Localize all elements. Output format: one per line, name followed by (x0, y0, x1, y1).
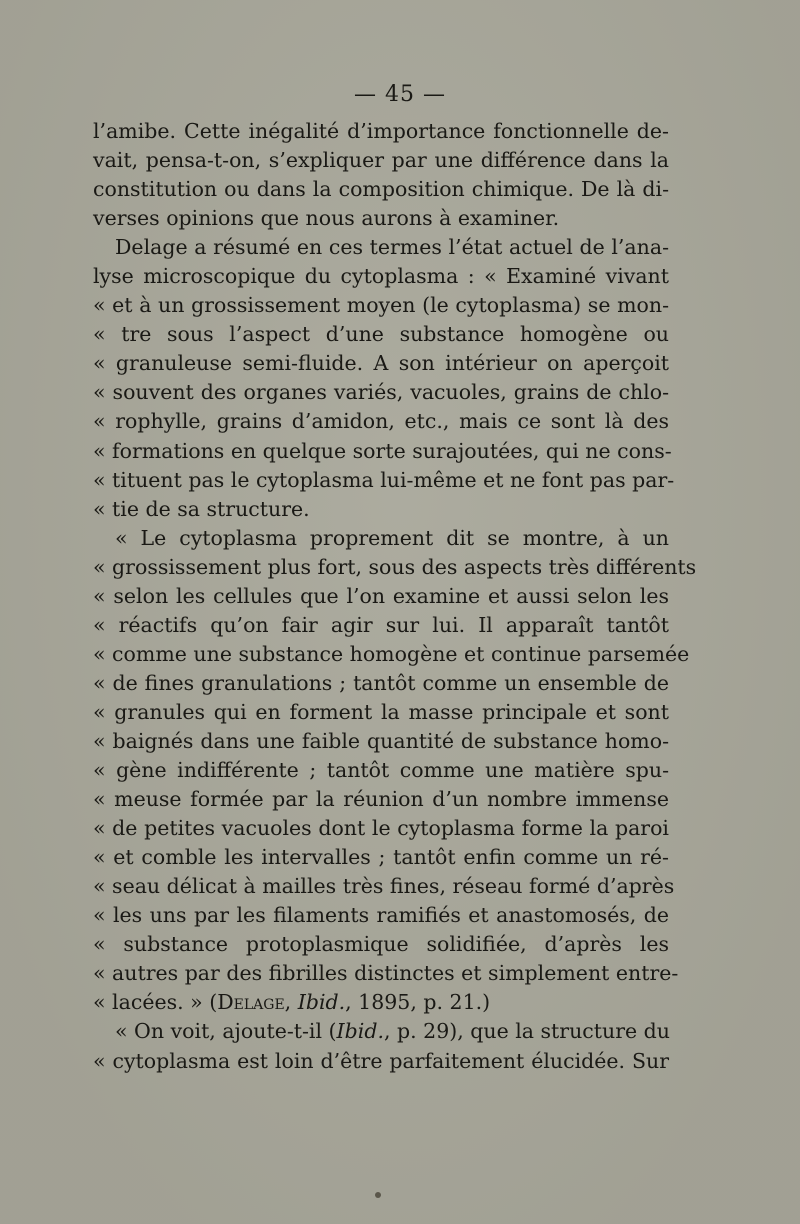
text-line: « meuse formée par la réunion d’un nombre immense (93, 787, 669, 812)
text-line: « granuleuse semi-fluide. A son intérieur on aperçoit (93, 351, 669, 376)
text-line: « et à un grossissement moyen (le cytoplasma) se mon- (93, 293, 669, 318)
text-line: « gène indifférente ; tantôt comme une matière spu- (93, 758, 669, 783)
paragraph-start-line: « Le cytoplasma proprement dit se montre, à un (115, 525, 669, 550)
text-line: verses opinions que nous aurons à examiner. (93, 206, 560, 231)
text-line: « seau délicat à mailles très fines, réseau formé d’après (93, 874, 675, 899)
citation-open: « lacées. » ( (93, 990, 218, 1015)
text-line: « tre sous l’aspect d’une substance homogène ou (93, 322, 669, 347)
text-line: « baignés dans une faible quantité de substance homo- (93, 728, 669, 753)
text-line: « de fines granulations ; tantôt comme un ensemble de (93, 670, 669, 695)
paragraph-start-line (93, 1017, 669, 1046)
text-line: constitution ou dans la composition chimique. De là di- (93, 177, 669, 202)
text-line: « réactifs qu’on fair agir sur lui. Il apparaît tantôt (93, 612, 669, 637)
text-line: « autres par des fibrilles distinctes et simplement entre- (93, 961, 679, 986)
text-line: « tituent pas le cytoplasma lui-même et ne font pas par- (93, 467, 675, 492)
text-line: « rophylle, grains d’amidon, etc., mais ce sont là des (93, 409, 669, 434)
text-line: « grossissement plus fort, sous des aspects très différents (93, 554, 697, 579)
citation-ibid: Ibid. (297, 990, 346, 1015)
text-line: « les uns par les filaments ramifiés et anastomosés, de (93, 903, 669, 928)
text-line: « et comble les intervalles ; tantôt enfin comme un ré- (93, 845, 669, 870)
text-line: « tie de sa structure. (93, 496, 310, 521)
text-line: « cytoplasma est loin d’être parfaitement élucidée. Sur (93, 1048, 669, 1073)
citation-rest-2: , p. 29), que la structure du (383, 1019, 670, 1044)
citation-author: Delage (217, 990, 285, 1015)
text-line: lyse microscopique du cytoplasma : « Examiné vivant (93, 264, 669, 289)
paragraph-start-line: Delage a résumé en ces termes l’état actuel de l’ana- (115, 235, 669, 260)
citation-sep: , (284, 990, 298, 1015)
citation-rest: , 1895, p. 21.) (345, 990, 491, 1015)
print-speck (375, 1192, 381, 1198)
text-line: « comme une substance homogène et continue parsemée (93, 641, 690, 666)
page-number: — 45 — (354, 82, 446, 107)
citation-line (93, 988, 669, 1017)
text-line: « formations en quelque sorte surajoutées, qui ne cons- (93, 438, 672, 463)
text-line: « substance protoplasmique solidifiée, d’après les (93, 932, 669, 957)
text-line: « selon les cellules que l’on examine et aussi selon les (93, 583, 669, 608)
text-line: « de petites vacuoles dont le cytoplasma forme la paroi (93, 816, 669, 841)
text-line: l’amibe. Cette inégalité d’importance fonctionnelle de- (93, 119, 669, 143)
quote-start: « On voit, ajoute-t-il ( (115, 1019, 337, 1044)
text-line: vait, pensa-t-on, s’expliquer par une différence dans la (93, 148, 669, 173)
citation-ibid-2: Ibid. (336, 1019, 384, 1044)
text-line: « granules qui en forment la masse principale et sont (93, 699, 669, 724)
body-text (93, 117, 697, 1076)
text-line: « souvent des organes variés, vacuoles, grains de chlo- (93, 380, 669, 405)
